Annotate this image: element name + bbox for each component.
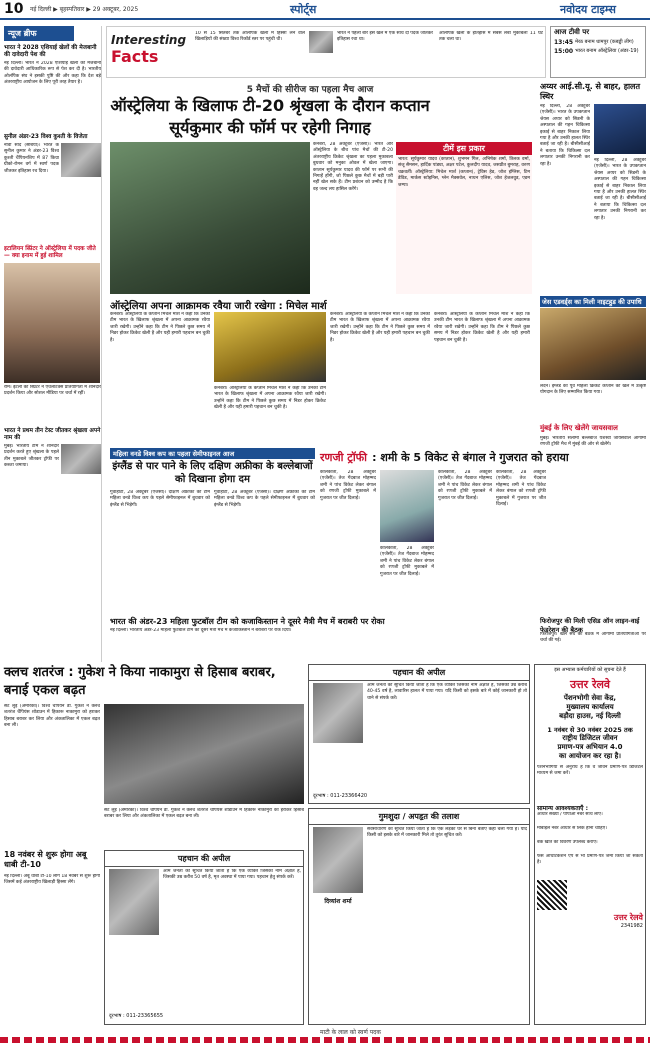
women-body-1: गुवाहाटी, 28 अक्टूबर (एजेंसी)। दक्षिण अफ्रीका की टीम महिला वनडे विश्व कप के पहले सेमीफाइनल में बुधवार को इंग्लैंड से भिड़ेगी।	[110, 490, 210, 508]
fact-1: 10 से 15 सितंबर तक ओलंपिक खेलों में हिस्सा लेने वाले खिलाड़ियों की संख्या विश्व रिकॉर्ड स्तर पर पहुंची थी।	[195, 31, 305, 43]
brief-body-3: रोम। इटली की स्प्रिंटर ने एथलेटिक्स प्रतियोगिता में शानदार प्रदर्शन किया और सोशल मीडिया पर चर्चा में रहीं।	[4, 385, 101, 397]
rail-office: पेंशनभोगी सेवा केंद्र,	[563, 694, 617, 702]
facts-label-top: Interesting	[111, 33, 187, 47]
missing-ad-2-title: पहचान की अपील	[105, 851, 303, 867]
tv-title: आज टीवी पर	[554, 28, 590, 36]
missing-ad-2	[104, 850, 304, 1025]
iyer-body-2: नई दिल्ली, 28 अक्टूबर (एजेंसी)। भारत के उपकप्तान श्रेयस अय्यर को सिडनी के अस्पताल की गहन चिकित्सा इकाई से बाहर निकाल लिया गया है और उनकी हालत स्थिर बताई जा रही है। बीसीसीआई ने बताया कि चिकित्सा दल लगातार उनकी निगरानी कर रहा है।	[594, 158, 646, 221]
missing-ad-3-footer: दिव्यांश शर्मा	[324, 898, 352, 905]
bottom-stripe	[0, 1037, 650, 1043]
edwards-body: लंदन। इंग्लैंड की पूर्व महिला क्रिकेट कप्तान को खेल में उत्कृष्ट योगदान के लिए सम्मानित किया गया।	[540, 384, 646, 396]
teams-body: भारत: सूर्यकुमार यादव (कप्तान), शुभमन गिल, अभिषेक शर्मा, तिलक वर्मा, संजू सैमसन, हार्दिक पांड्या, अक्षर पटेल, कुलदीप यादव, जसप्रीत बुमराह, वरुण चक्रवर्ती। ऑस्ट्रेलिया: मिचेल मार्श (कप्तान), ट्रेविस हेड, जोश इंग्लिस, टिम डेविड, मार्कस स्टोइनिस, ग्लेन मैक्सवेल, नाथन एलिस, जोश हेजलवुड, एडम जम्पा।	[398, 157, 530, 188]
rail-office-3: बड़ौदा हाउस, नई दिल्ली	[559, 712, 621, 720]
brief-headline-3: इटालियन स्प्रिंटर ने ऑस्ट्रेलिया में पदक जीते — क्या इनाम में हुई शामिल	[4, 246, 96, 259]
lead-kicker: 5 मैचों की सीरीज का पहला मैच आज	[246, 85, 374, 95]
brief-headline-4: भारत ने प्रथम तीन टेस्ट जीतकर श्रृंखला अपने नाम की	[4, 428, 101, 441]
lead-headline: ऑस्ट्रेलिया के खिलाफ टी-20 श्रृंखला के दौरान कप्तान सूर्यकुमार की फॉर्म पर रहेगी निगाह	[110, 96, 430, 137]
missing-ad-2-body: आम जनता को सूचित किया जाता है कि एक व्यक्ति जिसका नाम अज्ञात है, जिसकी उम्र करीब 50 वर्ष है, मृत अवस्था में पाया गया। पहचान हेतु संपर्क करें।	[163, 869, 301, 881]
rail-qr	[537, 880, 567, 910]
t10-headline: 18 नवंबर से शुरू होगा अबू धाबी टी-10	[4, 850, 87, 869]
fifa-headline: फिरोजपुर की मिली एसिड ऑन लाइन-वाई फेडरेशन की बैठक	[540, 617, 640, 634]
tv-text-1: मेरठ बनाम धामपुर (कबड्डी लीग)	[575, 39, 634, 45]
rail-date: 1 नवंबर से 30 नवंबर 2025 तक	[547, 726, 633, 734]
railway-ad	[534, 664, 646, 1025]
page-number: 10	[4, 1, 24, 17]
missing-ad-3-photo	[313, 827, 363, 893]
edition-date: नई दिल्ली ▶ बृहस्पतिवार ▶ 29 अक्टूबर, 2025	[30, 6, 139, 13]
bottom-bar-text: माटी के लाल को स्वर्ण पदक	[320, 1029, 381, 1036]
u23-headline: भारत की अंडर-23 महिला फुटबॉल टीम को कजाकिस्तान ने दूसरे मैत्री मैच में बराबरी पर रोका	[110, 617, 385, 626]
rail-req-2: मोबाइल नंबर आधार से लिंक होना चाहिए।	[537, 826, 607, 831]
missing-ad-1-footer: दूरभाष : 011-23366420	[313, 793, 368, 799]
facts-label-bottom: Facts	[111, 47, 159, 66]
missing-ad-3	[308, 808, 530, 1025]
tv-text-2: भारत बनाम ऑस्ट्रेलिया (अंडर-19)	[575, 48, 639, 54]
tv-box	[550, 26, 646, 78]
missing-ad-1-photo	[313, 683, 363, 743]
marsh-body-4: कैनबरा। ऑस्ट्रेलिया के कप्तान मिचेल मार्श ने कहा कि उनकी टीम भारत के खिलाफ श्रृंखला में अपना आक्रामक रवैया जारी रखेगी। उन्होंने कहा कि टीम ने पिछले कुछ समय में निडर होकर क्रिकेट खेली है और यही हमारी पहचान बन चुकी है।	[214, 386, 326, 411]
marsh-body-1: कैनबरा। ऑस्ट्रेलिया के कप्तान मिचेल मार्श ने कहा कि उनकी टीम भारत के खिलाफ श्रृंखला में अपना आक्रामक रवैया जारी रखेगी। उन्होंने कहा कि टीम ने पिछले कुछ समय में निडर होकर क्रिकेट खेली है और यही हमारी पहचान बन चुकी है।	[110, 312, 210, 343]
ranji-body-3: कोलकाता, 28 अक्टूबर (एजेंसी)। तेज गेंदबाज मोहम्मद शमी ने पांच विकेट लेकर बंगाल को रणजी ट्रॉफी मुकाबले में गुजरात पर जीत दिलाई।	[438, 470, 492, 501]
fact-3: ओलंपिक खेलों के इतिहास में सबसे लंबा मुकाबला 11 घंटे तक चला था।	[439, 31, 543, 43]
brief-headline-1: भारत ने 2028 एशियाई खेलों की मेजबानी की दावेदारी पेश की	[4, 45, 97, 58]
edwards-photo	[540, 308, 646, 380]
t10-body: नई दिल्ली। अबू धाबी टी-10 लीग 18 नवंबर से शुरू होगी जिसमें कई अंतरराष्ट्रीय खिलाड़ी हिस्सा लेंगे।	[4, 874, 100, 886]
ranji-body-4: कोलकाता, 28 अक्टूबर (एजेंसी)। तेज गेंदबाज मोहम्मद शमी ने पांच विकेट लेकर बंगाल को रणजी ट्रॉफी मुकाबले में गुजरात पर जीत दिलाई।	[496, 470, 546, 508]
facts-label	[111, 33, 189, 66]
missing-ad-3-body: सर्वसाधारण को सूचित किया जाता है कि एक लड़का घर से बिना बताए कहीं चला गया है। यदि किसी को इसके बारे में जानकारी मिले तो तुरंत सूचित करें।	[367, 827, 527, 839]
rail-note: पेंशनभोगियों से अनुरोध है कि वे जीवन प्रमाण-पत्र डिजिटल माध्यम से जमा करें।	[537, 765, 643, 777]
news-brief	[4, 26, 102, 662]
women-headline: इंग्लैंड से पार पाने के लिए दक्षिण अफ्रीका के बल्लेबाजों को दिखाना होगा दम	[112, 461, 313, 485]
chess-body-1: सेंट लुई (अमेरिका)। विश्व चैंपियन डी. गुकेश ने क्लच शतरंज चैंपियंस शोडाउन में हिकारू नाकामुरा को हराकर हिसाब बराबर कर लिया और अंकतालिका में एकल बढ़त बना ली।	[4, 704, 100, 729]
brief-body-2: नोवी साद (सर्बिया)। भारत के सुनील कुमार ने अंडर-23 विश्व कुश्ती चैंपियनशिप में 87 किग्रा ग्रीको-रोमन वर्ग में स्वर्ण पदक जीतकर इतिहास रच दिया।	[4, 143, 59, 174]
marsh-photo	[214, 312, 326, 382]
missing-ad-1-title: पहचान की अपील	[309, 665, 529, 681]
interesting-facts	[106, 26, 546, 78]
rail-office-2: मुख्यालय कार्यालय	[566, 703, 614, 711]
missing-ad-1-body: आम जनता को सूचित किया जाता है कि एक व्यक्ति जिसका नाम अज्ञात है, जिसकी उम्र करीब 40-45 वर्ष है, लावारिस हालत में पाया गया। यदि किसी को इसके बारे में कोई जानकारी हो तो थाने से संपर्क करें।	[367, 683, 527, 701]
section-title: स्पोर्ट्स	[290, 3, 317, 16]
jaiswal-headline: मुंबई के लिए खेलेंगे जायसवाल	[540, 424, 618, 432]
marsh-headline: ऑस्ट्रेलिया अपना आक्रामक रवैया जारी रखेगा : मिचेल मार्श	[110, 301, 327, 312]
edwards-headline: जेस एडवर्ड्स का मिली नाइटहुड की उपाधि	[540, 296, 646, 307]
jaiswal-body: मुंबई। भारतीय सलामी बल्लेबाज यशस्वी जायसवाल आगामी रणजी ट्रॉफी मैच में मुंबई की ओर से खेलेंगे।	[540, 436, 646, 448]
missing-ad-2-footer: दूरभाष : 011-23365655	[109, 1013, 164, 1019]
teams-box	[396, 142, 532, 294]
marsh-body-3: कैनबरा। ऑस्ट्रेलिया के कप्तान मिचेल मार्श ने कहा कि उनकी टीम भारत के खिलाफ श्रृंखला में अपना आक्रामक रवैया जारी रखेगी। उन्होंने कहा कि टीम ने पिछले कुछ समय में निडर होकर क्रिकेट खेली है और यही हमारी पहचान बन चुकी है।	[434, 312, 530, 343]
fifa-body: फिरोजपुर। खेल संघ की बैठक में आगामी प्रतियोगिताओं पर चर्चा की गई।	[540, 632, 646, 644]
rail-req-3: बैंक खाते का विवरण उपलब्ध कराएँ।	[537, 840, 598, 845]
fact-photo	[309, 31, 333, 53]
chess-headline: क्लच शतरंज : गुकेश ने किया नाकामुरा से हिसाब बराबर, बनाई एकल बढ़त	[4, 665, 276, 698]
rail-campaign-3: का आयोजन कर रहा है।	[558, 752, 622, 760]
tv-time-2: 15:00	[554, 48, 574, 55]
rail-code: 2341982	[620, 923, 643, 929]
brief-photo-1	[61, 143, 101, 177]
rail-footer-brand: उत्तर रेलवे	[613, 913, 643, 922]
lead-body: कैनबरा, 28 अक्टूबर (एजेंसी)। भारत और ऑस्ट्रेलिया के बीच पांच मैचों की टी-20 अंतरराष्ट्रीय क्रिकेट श्रृंखला का पहला मुकाबला बुधवार को मनुका ओवल में खेला जाएगा। कप्तान सूर्यकुमार यादव की फॉर्म पर सभी की निगाहें होंगी, जो पिछले कुछ मैचों में बड़ी पारी नहीं खेल सके हैं। टीम प्रबंधन को उम्मीद है कि वह जल्द लय हासिल करेंगे।	[313, 142, 393, 192]
u23-body: नई दिल्ली। भारतीय अंडर-23 महिला फुटबॉल टीम को दूसरे मैत्री मैच में कजाकिस्तान ने बराबरी पर रोक दिया।	[110, 628, 292, 633]
women-kicker: महिला वनडे विश्व कप का पहला सेमीफाइनल आज	[110, 448, 315, 459]
ranji-headline: : शमी के 5 विकेट से बंगाल ने गुजरात को हराया	[372, 451, 569, 464]
iyer-body: नई दिल्ली, 28 अक्टूबर (एजेंसी)। भारत के उपकप्तान श्रेयस अय्यर को सिडनी के अस्पताल की गहन चिकित्सा इकाई से बाहर निकाल लिया गया है और उनकी हालत स्थिर बताई जा रही है। बीसीसीआई ने बताया कि चिकित्सा दल लगातार उनकी निगरानी कर रहा है।	[540, 104, 590, 167]
missing-ad-1	[308, 664, 530, 804]
rail-campaign: राष्ट्रीय डिजिटल जीवन	[562, 734, 618, 742]
chess-photo	[104, 704, 304, 804]
rail-req-title: सामान्य आवश्यकताएँ :	[537, 805, 588, 812]
missing-ad-3-title: गुमशुदा / अपहृत की तलाश	[309, 809, 529, 825]
lead-photo	[110, 142, 310, 294]
masthead	[0, 0, 650, 20]
ranji-label: रणजी ट्रॉफी	[320, 451, 368, 464]
teams-title: टीमें इस प्रकार	[396, 142, 532, 155]
rail-brand: उत्तर रेलवे	[569, 678, 611, 691]
brief-photo-3	[61, 444, 101, 474]
iyer-headline: अय्यर आई.सी.यू. से बाहर, हालत स्थिर	[540, 82, 641, 101]
rail-intro-1: इस अभ्यास कर्मचारियों को सूचना देते हैं	[554, 667, 626, 673]
brief-body-4: मुंबई। भारतीय टीम ने शानदार प्रदर्शन करते हुए श्रृंखला के पहले तीन मुकाबले जीतकर ट्रॉफी पर कब्जा जमाया।	[4, 444, 59, 469]
rail-req-1: आधार संख्या / पीपीओ नंबर साथ लाएँ।	[537, 812, 603, 817]
chess-body-2: सेंट लुई (अमेरिका)। विश्व चैंपियन डी. गुकेश ने क्लच शतरंज चैंपियंस शोडाउन में हिकारू नाकामुरा को हराकर हिसाब बराबर कर लिया और अंकतालिका में एकल बढ़त बना ली।	[104, 808, 304, 820]
brand-logo: नवोदय टाइम्स	[560, 3, 616, 16]
missing-ad-2-photo	[109, 869, 159, 935]
iyer-photo	[594, 104, 646, 154]
ranji-photo	[380, 470, 434, 542]
fact-2: भारत ने पहली बार इस खेल में एक साथ दो पदक जीतकर इतिहास रचा था।	[337, 31, 433, 43]
tv-time-1: 13:45	[554, 39, 574, 46]
rail-campaign-2: प्रमाण-पत्र अभियान 4.0	[557, 743, 623, 751]
ranji-body-2: कोलकाता, 28 अक्टूबर (एजेंसी)। तेज गेंदबाज मोहम्मद शमी ने पांच विकेट लेकर बंगाल को रणजी ट्रॉफी मुकाबले में गुजरात पर जीत दिलाई।	[380, 546, 434, 577]
rail-req-4: फेस ऑथेंटिकेशन ऐप से भी प्रमाण-पत्र जमा किया जा सकता है।	[537, 854, 643, 866]
news-brief-title: न्यूज ब्रीफ	[4, 26, 74, 41]
ranji-body-1: कोलकाता, 28 अक्टूबर (एजेंसी)। तेज गेंदबाज मोहम्मद शमी ने पांच विकेट लेकर बंगाल को रणजी ट्रॉफी मुकाबले में गुजरात पर जीत दिलाई।	[320, 470, 376, 501]
brief-body-1: नई दिल्ली। भारत ने 2028 एशियाई खेलों की मेजबानी की दावेदारी आधिकारिक रूप से पेश कर दी है। भारतीय ओलंपिक संघ ने इसकी पुष्टि की और कहा कि देश बड़े अंतरराष्ट्रीय आयोजन के लिए पूरी तरह तैयार है।	[4, 61, 101, 86]
brief-headline-2: सुनील अंडर-23 विश्व कुश्ती के विजेता	[4, 134, 88, 140]
brief-photo-2	[4, 263, 100, 383]
marsh-body-2: कैनबरा। ऑस्ट्रेलिया के कप्तान मिचेल मार्श ने कहा कि उनकी टीम भारत के खिलाफ श्रृंखला में अपना आक्रामक रवैया जारी रखेगी। उन्होंने कहा कि टीम ने पिछले कुछ समय में निडर होकर क्रिकेट खेली है और यही हमारी पहचान बन चुकी है।	[330, 312, 430, 343]
women-body-2: गुवाहाटी, 28 अक्टूबर (एजेंसी)। दक्षिण अफ्रीका की टीम महिला वनडे विश्व कप के पहले सेमीफाइनल में बुधवार को इंग्लैंड से भिड़ेगी।	[214, 490, 315, 508]
